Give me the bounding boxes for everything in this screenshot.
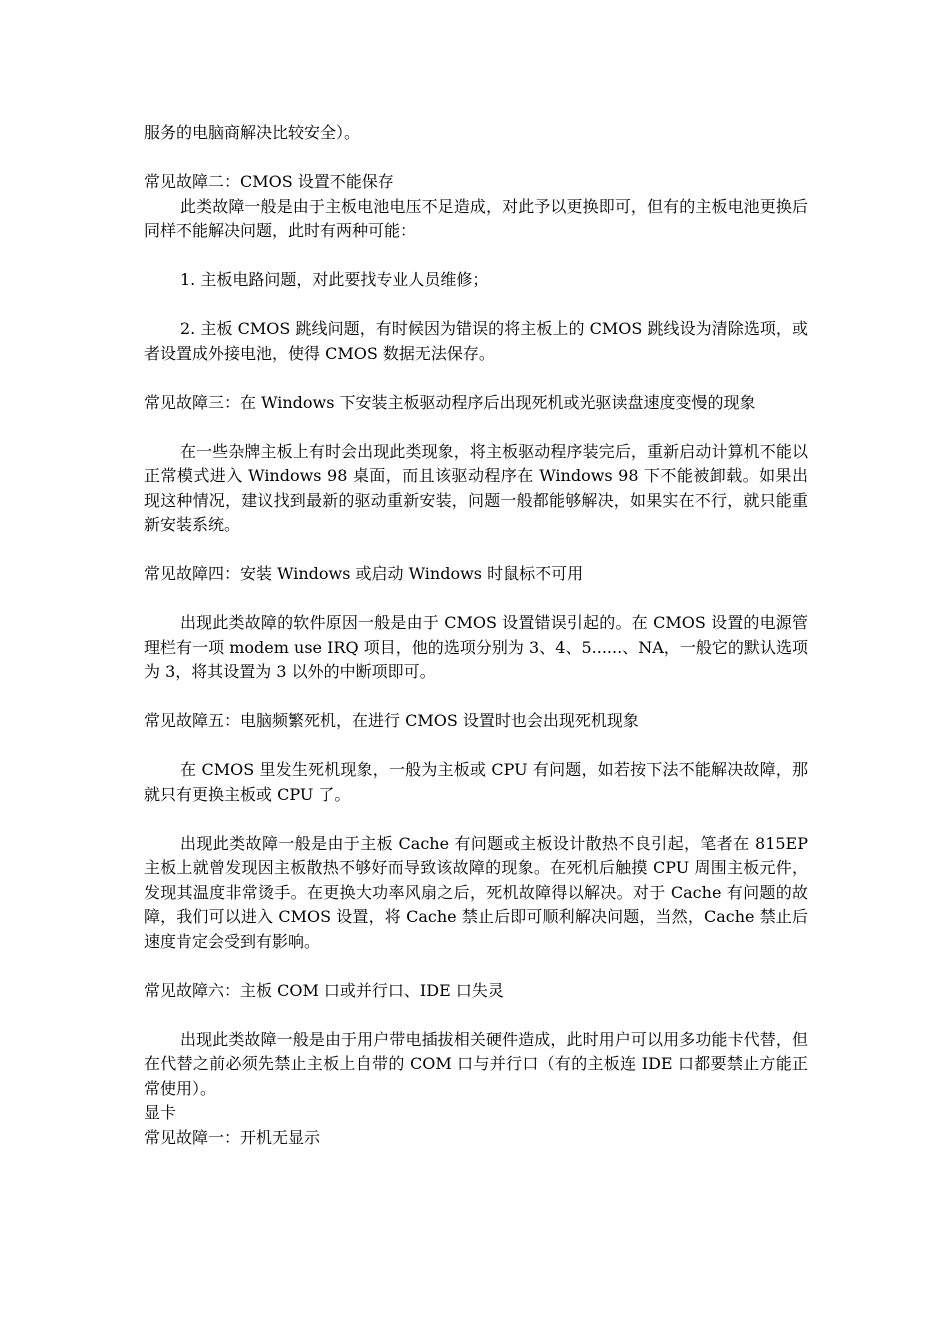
blank-line: [144, 293, 808, 318]
section-heading: 常见故障三：在 Windows 下安装主板驱动程序后出现死机或光驱读盘速度变慢的现象: [144, 392, 756, 412]
chapter-heading: 显卡: [144, 1103, 177, 1122]
blank-line: [144, 685, 808, 710]
document-body: [144, 121, 808, 1150]
blank-line: [144, 146, 808, 171]
blank-line: [144, 366, 808, 391]
list-item: 2. 主板 CMOS 跳线问题，有时候因为错误的将主板上的 CMOS 跳线设为清除选项，或者设置成外接电池，使得 CMOS 数据无法保存。: [144, 319, 808, 363]
paragraph: 出现此类故障一般是由于用户带电插拔相关硬件造成，此时用户可以用多功能卡代替，但在代替之前必须先禁止主板上自带的 COM 口与并行口（有的主板连 IDE 口都要禁止方能正常使用）。: [144, 1029, 808, 1098]
section-heading: 常见故障一：开机无显示: [144, 1127, 321, 1147]
blank-line: [144, 954, 808, 979]
paragraph: 出现此类故障一般是由于主板 Cache 有问题或主板设计散热不良引起，笔者在 815EP 主板上就曾发现因主板散热不够好而导致该故障的现象。在死机后触摸 CPU 周围主板元件，发现其温度非常烫手。在更换大功率风扇之后，死机故障得以解决。对于 Cache 有问题的故障，我们可以进入 CMOS 设置，将 Cache 禁止后即可顺利解决问题，当然，Cache 禁止后速度肯定会受到有影响。: [144, 833, 808, 951]
paragraph: 在一些杂牌主板上有时会出现此类现象，将主板驱动程序装完后，重新启动计算机不能以正常模式进入 Windows 98 桌面，而且该驱动程序在 Windows 98 下不能被卸载。如果出现这种情况，建议找到最新的驱动重新安装，问题一般都能够解决，如果实在不行，就只能重新安装系统。: [144, 441, 808, 534]
section-heading: 常见故障四：安装 Windows 或启动 Windows 时鼠标不可用: [144, 564, 584, 583]
paragraph: 此类故障一般是由于主板电池电压不足造成，对此予以更换即可，但有的主板电池更换后同样不能解决问题，此时有两种可能：: [144, 196, 808, 240]
section-heading: 常见故障二：CMOS 设置不能保存: [144, 172, 394, 191]
blank-line: [144, 734, 808, 759]
section-heading: 常见故障六：主板 COM 口或并行口、IDE 口失灵: [144, 980, 504, 1000]
blank-line: [144, 807, 808, 832]
blank-line: [144, 415, 808, 440]
paragraph: 在 CMOS 里发生死机现象，一般为主板或 CPU 有问题，如若按下法不能解决故障，那就只有更换主板或 CPU 了。: [144, 760, 808, 804]
paragraph-continuation: 服务的电脑商解决比较安全）。: [144, 123, 361, 142]
blank-line: [144, 244, 808, 269]
section-heading: 常见故障五：电脑频繁死机，在进行 CMOS 设置时也会出现死机现象: [144, 711, 639, 730]
blank-line: [144, 587, 808, 612]
list-item: 1. 主板电路问题，对此要找专业人员维修；: [180, 270, 489, 289]
blank-line: [144, 538, 808, 563]
blank-line: [144, 1003, 808, 1028]
paragraph: 出现此类故障的软件原因一般是由于 CMOS 设置错误引起的。在 CMOS 设置的电源管理栏有一项 modem use IRQ 项目，他的选项分别为 3、4、5......、NA，一般它的默认选项为 3，将其设置为 3 以外的中断项即可。: [144, 613, 808, 681]
